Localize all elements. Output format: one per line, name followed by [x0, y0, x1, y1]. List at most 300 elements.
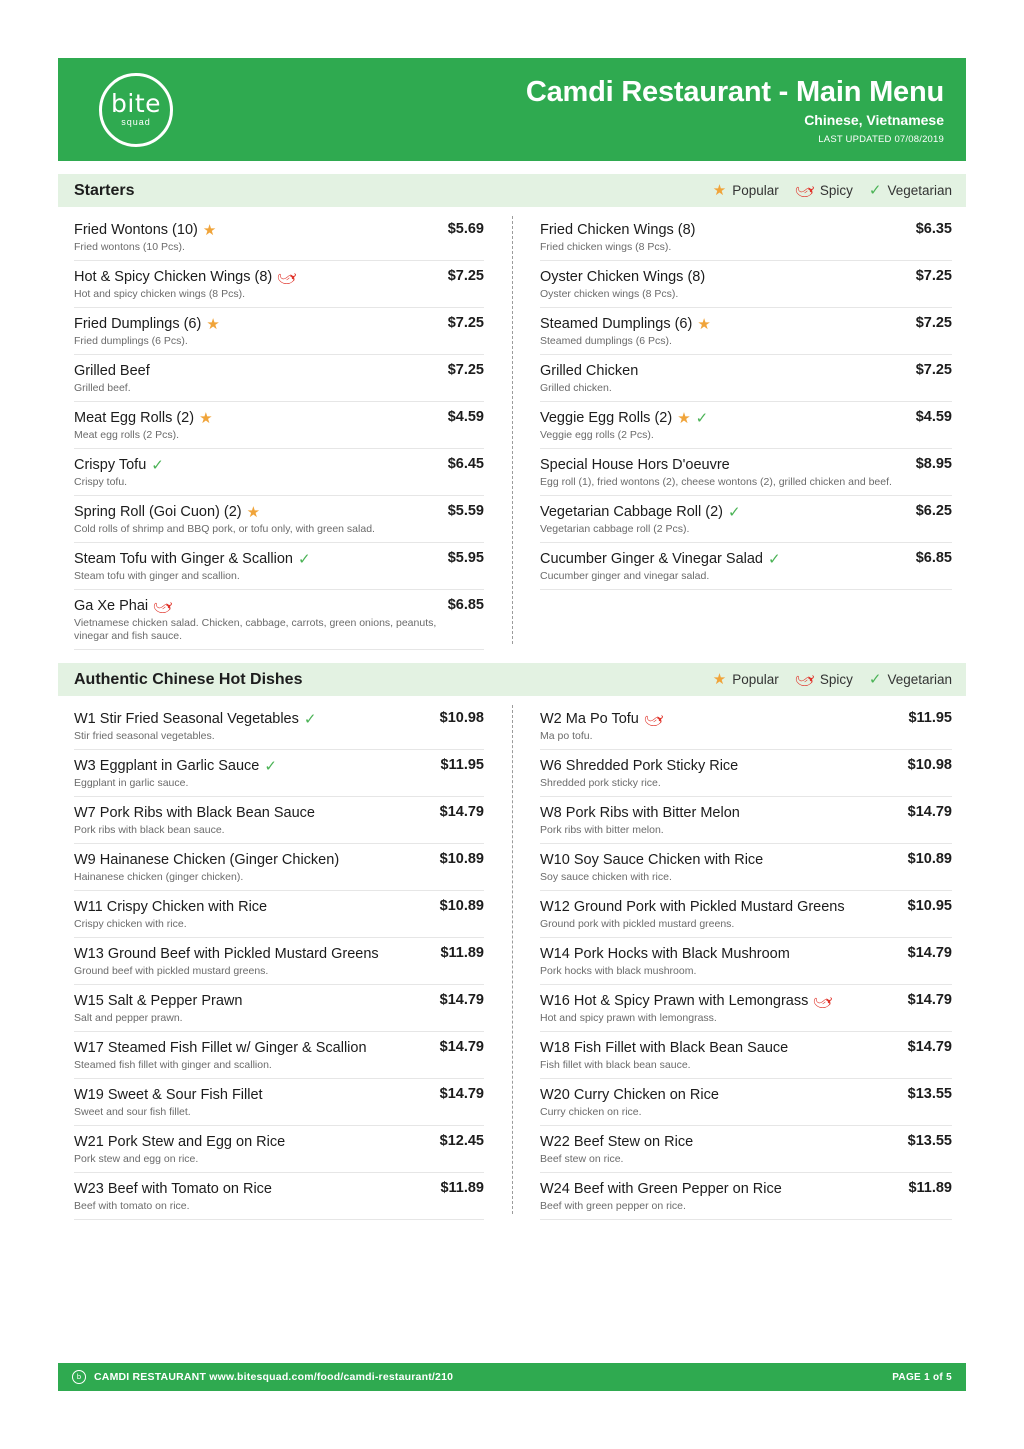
- menu-item[interactable]: [540, 308, 952, 355]
- section-header: [58, 174, 966, 208]
- menu-item-description: Fried wontons (10 Pcs).: [74, 241, 185, 253]
- menu-item-name-text: W11 Crispy Chicken with Rice: [74, 899, 268, 915]
- menu-item-description: Crispy tofu.: [74, 476, 128, 488]
- menu-item-name: [540, 315, 916, 333]
- menu-item-description: Cold rolls of shrimp and BBQ pork, or tofu only, with green salad.: [74, 523, 375, 535]
- menu-item-description: Steam tofu with ginger and scallion.: [74, 570, 240, 582]
- menu-item[interactable]: [74, 938, 484, 985]
- menu-item-header: [74, 315, 484, 333]
- menu-item[interactable]: [540, 844, 952, 891]
- menu-item[interactable]: [74, 985, 484, 1032]
- menu-item-header: [74, 945, 484, 963]
- menu-item-name: [74, 550, 448, 568]
- menu-item-price: $11.89: [908, 1180, 952, 1196]
- menu-item-price: $7.25: [915, 315, 952, 331]
- section-column-left: [58, 214, 512, 650]
- legend-popular: [713, 672, 779, 687]
- menu-item-price: $11.89: [440, 1180, 484, 1196]
- menu-item[interactable]: [540, 797, 952, 844]
- menu-item-price: $14.79: [907, 804, 952, 820]
- logo-secondary-text: squad: [121, 117, 151, 127]
- popular-icon: ★: [712, 671, 727, 688]
- menu-item-name: [74, 315, 448, 333]
- menu-item-description: Sweet and sour fish fillet.: [74, 1106, 191, 1118]
- menu-item-header: [74, 1086, 484, 1104]
- popular-icon: ★: [246, 503, 261, 521]
- spicy-icon: 🌶: [810, 988, 836, 1014]
- menu-item-name: [74, 221, 448, 239]
- footer-page-number: PAGE 1 of 5: [892, 1371, 952, 1383]
- menu-item[interactable]: [540, 1126, 952, 1173]
- page-title: Camdi Restaurant - Main Menu: [525, 75, 944, 108]
- menu-item-name-text: Fried Wontons (10): [74, 222, 198, 238]
- menu-item-price: $10.98: [907, 757, 952, 773]
- menu-item-name: [540, 1086, 908, 1104]
- menu-item-name-text: W9 Hainanese Chicken (Ginger Chicken): [74, 852, 340, 868]
- menu-item-header: [74, 1039, 484, 1057]
- menu-item-name-text: W23 Beef with Tomato on Rice: [74, 1181, 272, 1197]
- menu-item-description: Fish fillet with black bean sauce.: [540, 1059, 691, 1071]
- menu-item-price: $14.79: [439, 1039, 484, 1055]
- menu-item-header: [540, 1086, 952, 1104]
- menu-item-header: [74, 804, 484, 822]
- menu-item-description: Fried dumplings (6 Pcs).: [74, 335, 188, 347]
- menu-item-description: Hot and spicy chicken wings (8 Pcs).: [74, 288, 245, 300]
- menu-item-header: [540, 1180, 952, 1198]
- menu-item-description: Pork stew and egg on rice.: [74, 1153, 199, 1165]
- menu-item-header: [540, 456, 952, 474]
- menu-sheet: [58, 58, 966, 1394]
- brand-logo: [58, 73, 208, 147]
- menu-item-header: [74, 593, 484, 619]
- menu-item-tags: [723, 504, 741, 520]
- menu-item-header: [74, 1180, 484, 1198]
- menu-item-header: [74, 409, 484, 427]
- menu-item[interactable]: [74, 214, 484, 261]
- menu-item-name: [540, 706, 908, 732]
- menu-item[interactable]: [74, 797, 484, 844]
- menu-item-name: [74, 503, 448, 521]
- menu-item-header: [74, 992, 484, 1010]
- menu-item-price: $11.89: [440, 945, 484, 961]
- menu-item-name: [540, 988, 908, 1014]
- menu-item-name: [74, 757, 440, 775]
- menu-item-price: $7.25: [915, 362, 952, 378]
- menu-item-name-text: W24 Beef with Green Pepper on Rice: [540, 1181, 782, 1197]
- popular-icon: ★: [199, 409, 213, 427]
- menu-item-price: $14.79: [907, 1039, 952, 1055]
- menu-item-name-text: Crispy Tofu: [74, 457, 147, 473]
- menu-item-name-text: Vegetarian Cabbage Roll (2): [540, 504, 723, 520]
- menu-item-price: $6.45: [447, 456, 484, 472]
- menu-item-description: Pork ribs with black bean sauce.: [74, 824, 225, 836]
- section-body: [58, 697, 966, 1220]
- menu-item[interactable]: [540, 938, 952, 985]
- menu-item-price: $7.25: [915, 268, 952, 284]
- menu-item-name-text: W21 Pork Stew and Egg on Rice: [74, 1134, 286, 1150]
- menu-item-header: [540, 550, 952, 568]
- menu-item-name-text: W12 Ground Pork with Pickled Mustard Greens: [540, 899, 845, 915]
- legend-spicy: [791, 667, 853, 692]
- legend: [712, 667, 952, 692]
- vegetarian-icon: ✓: [868, 671, 882, 688]
- menu-item[interactable]: [540, 985, 952, 1032]
- menu-item-name: [540, 409, 916, 427]
- menu-item-header: [540, 362, 952, 380]
- menu-item-price: $10.89: [439, 851, 484, 867]
- menu-item[interactable]: [74, 449, 484, 496]
- footer-logo-icon: b: [72, 1370, 86, 1384]
- menu-item-name: [74, 710, 440, 728]
- menu-item-price: $10.98: [439, 710, 484, 726]
- menu-item-price: $14.79: [439, 1086, 484, 1102]
- menu-item-tags: [201, 316, 219, 332]
- menu-item-tags: [808, 988, 836, 1014]
- menu-item-description: Egg roll (1), fried wontons (2), cheese wontons (2), grilled chicken and beef.: [540, 476, 892, 488]
- menu-header: [58, 58, 966, 161]
- spicy-icon: 🌶: [791, 178, 817, 203]
- legend-popular: [713, 183, 779, 198]
- menu-item-description: Eggplant in garlic sauce.: [74, 777, 189, 789]
- menu-item-price: $7.25: [447, 268, 484, 284]
- menu-item[interactable]: [540, 891, 952, 938]
- footer-restaurant-url: [94, 1371, 892, 1383]
- menu-item-header: [74, 757, 484, 775]
- menu-sections: [58, 174, 966, 1220]
- menu-item-name: [540, 1039, 908, 1057]
- last-updated-text: LAST UPDATED 07/08/2019: [818, 133, 944, 145]
- menu-item[interactable]: [540, 261, 952, 308]
- menu-item-name: [540, 804, 908, 822]
- footer-restaurant-name: CAMDI RESTAURANT: [94, 1371, 207, 1383]
- menu-item-header: [540, 706, 952, 732]
- menu-item-name: [74, 1086, 440, 1104]
- menu-item-name-text: Ga Xe Phai: [74, 598, 149, 614]
- menu-item[interactable]: [74, 1173, 484, 1220]
- spicy-icon: 🌶: [150, 593, 176, 619]
- menu-item-header: [540, 988, 952, 1014]
- vegetarian-icon: ✓: [868, 182, 882, 199]
- menu-item-name: [74, 362, 448, 380]
- column-divider: [512, 216, 513, 644]
- vegetarian-icon: ✓: [695, 409, 709, 427]
- menu-item-description: Steamed dumplings (6 Pcs).: [540, 335, 672, 347]
- menu-item-name: [540, 945, 908, 963]
- menu-item-name: [74, 804, 440, 822]
- menu-item[interactable]: [74, 543, 484, 590]
- menu-item[interactable]: [540, 543, 952, 590]
- menu-item[interactable]: [540, 496, 952, 543]
- menu-item-tags: [672, 410, 708, 426]
- spicy-icon: 🌶: [791, 667, 817, 692]
- menu-item-name: [74, 945, 440, 963]
- header-text-block: [208, 75, 966, 145]
- menu-item-description: Grilled chicken.: [540, 382, 612, 394]
- menu-item-name: [540, 898, 908, 916]
- menu-item-description: Curry chicken on rice.: [540, 1106, 642, 1118]
- menu-item-description: Shredded pork sticky rice.: [540, 777, 661, 789]
- menu-item-price: $10.95: [907, 898, 952, 914]
- menu-item-name-text: Hot & Spicy Chicken Wings (8): [74, 269, 273, 285]
- legend-popular-label: Popular: [732, 672, 779, 687]
- menu-item-description: Pork ribs with bitter melon.: [540, 824, 664, 836]
- menu-item-name: [540, 1133, 908, 1151]
- menu-item-description: Beef with green pepper on rice.: [540, 1200, 686, 1212]
- menu-item-header: [540, 851, 952, 869]
- menu-item-name-text: W6 Shredded Pork Sticky Rice: [540, 758, 739, 774]
- menu-item-price: $11.95: [908, 710, 952, 726]
- popular-icon: ★: [206, 315, 220, 333]
- menu-item-name: [540, 268, 916, 286]
- menu-item-price: $14.79: [907, 992, 952, 1008]
- menu-item-name-text: W14 Pork Hocks with Black Mushroom: [540, 946, 790, 962]
- menu-item-name: [74, 456, 448, 474]
- menu-item-name-text: Meat Egg Rolls (2): [74, 410, 195, 426]
- section-title: Starters: [74, 181, 135, 199]
- menu-item-description: Stir fried seasonal vegetables.: [74, 730, 215, 742]
- vegetarian-icon: ✓: [297, 550, 311, 568]
- menu-item-price: $12.45: [439, 1133, 484, 1149]
- menu-section: [58, 663, 966, 1220]
- menu-item-header: [74, 851, 484, 869]
- menu-item-name-text: Spring Roll (Goi Cuon) (2): [74, 504, 242, 520]
- menu-item-name-text: W7 Pork Ribs with Black Bean Sauce: [74, 805, 315, 821]
- menu-item-name: [540, 503, 916, 521]
- menu-item-name-text: W18 Fish Fillet with Black Bean Sauce: [540, 1040, 789, 1056]
- menu-item-name-text: W2 Ma Po Tofu: [540, 711, 639, 727]
- menu-item-tags: [639, 706, 667, 732]
- menu-item-description: Beef stew on rice.: [540, 1153, 624, 1165]
- menu-item-price: $6.85: [915, 550, 952, 566]
- menu-item-name: [74, 593, 448, 619]
- menu-item-tags: [148, 593, 176, 619]
- legend-vegetarian: [869, 672, 952, 687]
- section-column-left: [58, 703, 512, 1220]
- menu-item-name-text: W8 Pork Ribs with Bitter Melon: [540, 805, 740, 821]
- popular-icon: ★: [697, 315, 711, 333]
- menu-item-description: Meat egg rolls (2 Pcs).: [74, 429, 180, 441]
- menu-item[interactable]: [74, 402, 484, 449]
- menu-item-header: [74, 362, 484, 380]
- menu-item-name: [74, 1039, 440, 1057]
- popular-icon: ★: [677, 409, 691, 427]
- menu-item-header: [74, 550, 484, 568]
- menu-item-description: Oyster chicken wings (8 Pcs).: [540, 288, 679, 300]
- spicy-icon: 🌶: [640, 706, 667, 732]
- menu-item-price: $10.89: [439, 898, 484, 914]
- menu-item-header: [74, 221, 484, 239]
- menu-item-header: [74, 710, 484, 728]
- menu-item[interactable]: [540, 402, 952, 449]
- menu-item-tags: [763, 551, 781, 567]
- menu-item[interactable]: [74, 703, 484, 750]
- menu-item-description: Cucumber ginger and vinegar salad.: [540, 570, 710, 582]
- menu-item[interactable]: [74, 261, 484, 308]
- menu-item-description: Hainanese chicken (ginger chicken).: [74, 871, 244, 883]
- menu-item-price: $14.79: [439, 804, 484, 820]
- menu-item-price: $6.35: [915, 221, 952, 237]
- menu-item-description: Vietnamese chicken salad. Chicken, cabbage, carrots, green onions, peanuts, vinegar and fish sauce.: [74, 617, 437, 642]
- menu-item-header: [74, 456, 484, 474]
- menu-item[interactable]: [74, 844, 484, 891]
- menu-item-description: Salt and pepper prawn.: [74, 1012, 183, 1024]
- menu-item-price: $4.59: [915, 409, 952, 425]
- vegetarian-icon: ✓: [768, 550, 781, 568]
- legend-popular-label: Popular: [732, 183, 779, 198]
- legend-spicy-label: Spicy: [819, 183, 853, 198]
- menu-item-header: [74, 264, 484, 290]
- menu-item-price: $10.89: [907, 851, 952, 867]
- menu-item[interactable]: [540, 355, 952, 402]
- menu-item-tags: [259, 758, 277, 774]
- legend-spicy-label: Spicy: [819, 672, 853, 687]
- legend: [712, 178, 952, 203]
- menu-item-price: $8.95: [915, 456, 952, 472]
- menu-item-header: [540, 1039, 952, 1057]
- menu-item-tags: [299, 711, 317, 727]
- menu-item-description: Soy sauce chicken with rice.: [540, 871, 672, 883]
- menu-item-name-text: Oyster Chicken Wings (8): [540, 269, 706, 285]
- column-divider: [512, 705, 513, 1214]
- menu-item-tags: [146, 457, 164, 473]
- legend-vegetarian-label: Vegetarian: [887, 672, 952, 687]
- menu-item-header: [540, 757, 952, 775]
- footer-url: www.bitesquad.com/food/camdi-restaurant/210: [209, 1371, 454, 1383]
- menu-item-header: [74, 898, 484, 916]
- menu-item-name: [540, 757, 908, 775]
- menu-item-name-text: W1 Stir Fried Seasonal Vegetables: [74, 711, 299, 727]
- menu-item-tags: [242, 504, 260, 520]
- menu-item[interactable]: [74, 1079, 484, 1126]
- menu-item-description: Crispy chicken with rice.: [74, 918, 187, 930]
- menu-item-description: Hot and spicy prawn with lemongrass.: [540, 1012, 717, 1024]
- menu-item[interactable]: [540, 750, 952, 797]
- menu-item-description: Beef with tomato on rice.: [74, 1200, 190, 1212]
- menu-item-price: $6.85: [447, 597, 484, 613]
- menu-item-description: Ma po tofu.: [540, 730, 593, 742]
- menu-item[interactable]: [74, 308, 484, 355]
- vegetarian-icon: ✓: [151, 456, 164, 474]
- menu-item-description: Veggie egg rolls (2 Pcs).: [540, 429, 654, 441]
- logo-primary-text: bite: [111, 89, 161, 118]
- menu-item-description: Pork hocks with black mushroom.: [540, 965, 697, 977]
- menu-item-name-text: Veggie Egg Rolls (2): [540, 410, 673, 426]
- menu-item-price: $7.25: [447, 362, 484, 378]
- menu-item-name-text: W10 Soy Sauce Chicken with Rice: [540, 852, 764, 868]
- popular-icon: ★: [712, 182, 727, 199]
- menu-item-name-text: W16 Hot & Spicy Prawn with Lemongrass: [540, 993, 809, 1009]
- menu-item-header: [540, 315, 952, 333]
- menu-item-price: $14.79: [907, 945, 952, 961]
- menu-item-tags: [198, 222, 216, 238]
- menu-item-price: $5.59: [447, 503, 484, 519]
- menu-item-header: [74, 1133, 484, 1151]
- legend-vegetarian: [869, 183, 952, 198]
- menu-item[interactable]: [540, 1173, 952, 1220]
- vegetarian-icon: ✓: [303, 710, 317, 728]
- menu-item-header: [74, 503, 484, 521]
- menu-item-name-text: W22 Beef Stew on Rice: [540, 1134, 694, 1150]
- menu-item-name: [540, 1180, 908, 1198]
- menu-item-name: [74, 264, 448, 290]
- popular-icon: ★: [202, 221, 217, 239]
- menu-item-description: Steamed fish fillet with ginger and scallion.: [74, 1059, 272, 1071]
- menu-item[interactable]: [74, 590, 484, 650]
- menu-item-description: Ground beef with pickled mustard greens.: [74, 965, 269, 977]
- menu-item[interactable]: [540, 449, 952, 496]
- menu-item-header: [540, 1133, 952, 1151]
- legend-spicy: [791, 178, 853, 203]
- menu-item-tags: [194, 410, 212, 426]
- vegetarian-icon: ✓: [264, 757, 277, 775]
- vegetarian-icon: ✓: [727, 503, 741, 521]
- menu-item-price: $11.95: [440, 757, 484, 773]
- menu-item-header: [540, 945, 952, 963]
- menu-item-header: [540, 268, 952, 286]
- menu-item-name-text: W19 Sweet & Sour Fish Fillet: [74, 1087, 263, 1103]
- menu-item[interactable]: [74, 1126, 484, 1173]
- menu-item-name: [540, 456, 916, 474]
- menu-item-name: [74, 409, 448, 427]
- menu-item-tags: [692, 316, 710, 332]
- menu-item[interactable]: [74, 891, 484, 938]
- menu-item-price: $7.25: [447, 315, 484, 331]
- menu-item-name: [74, 992, 440, 1010]
- menu-item[interactable]: [540, 1079, 952, 1126]
- menu-item-price: $5.69: [447, 221, 484, 237]
- menu-item-price: $13.55: [907, 1133, 952, 1149]
- menu-item-name: [74, 1180, 440, 1198]
- section-body: [58, 208, 966, 650]
- menu-item-header: [540, 898, 952, 916]
- spicy-icon: 🌶: [274, 264, 300, 290]
- menu-item-name: [74, 898, 440, 916]
- menu-item[interactable]: [74, 496, 484, 543]
- menu-item-name: [74, 1133, 440, 1151]
- menu-item-description: Ground pork with pickled mustard greens.: [540, 918, 735, 930]
- logo-circle-icon: [99, 73, 173, 147]
- section-column-right: [512, 703, 966, 1220]
- menu-item[interactable]: [74, 355, 484, 402]
- menu-item-name-text: Grilled Chicken: [540, 363, 639, 379]
- menu-item-name-text: Steam Tofu with Ginger & Scallion: [74, 551, 293, 567]
- menu-item-name: [540, 550, 916, 568]
- menu-item-header: [540, 804, 952, 822]
- cuisine-subtitle: Chinese, Vietnamese: [804, 111, 944, 128]
- menu-item-price: $14.79: [439, 992, 484, 1008]
- menu-item-name-text: W20 Curry Chicken on Rice: [540, 1087, 719, 1103]
- menu-item-description: Grilled beef.: [74, 382, 131, 394]
- menu-item-description: Fried chicken wings (8 Pcs).: [540, 241, 672, 253]
- menu-item-name: [540, 221, 916, 239]
- menu-item[interactable]: [540, 1032, 952, 1079]
- menu-item-name: [540, 362, 916, 380]
- menu-item[interactable]: [74, 750, 484, 797]
- menu-item[interactable]: [540, 214, 952, 261]
- menu-item-price: $6.25: [915, 503, 952, 519]
- menu-item-name-text: W17 Steamed Fish Fillet w/ Ginger & Scallion: [74, 1040, 367, 1056]
- menu-item-name-text: Fried Dumplings (6): [74, 316, 202, 332]
- menu-item-name-text: W15 Salt & Pepper Prawn: [74, 993, 243, 1009]
- menu-item-name-text: Special House Hors D'oeuvre: [540, 457, 730, 473]
- menu-item[interactable]: [540, 703, 952, 750]
- menu-item-name-text: W3 Eggplant in Garlic Sauce: [74, 758, 260, 774]
- menu-item-name-text: Fried Chicken Wings (8): [540, 222, 696, 238]
- legend-vegetarian-label: Vegetarian: [887, 183, 952, 198]
- menu-item[interactable]: [74, 1032, 484, 1079]
- menu-item-name-text: Cucumber Ginger & Vinegar Salad: [540, 551, 763, 567]
- section-column-right: [512, 214, 966, 650]
